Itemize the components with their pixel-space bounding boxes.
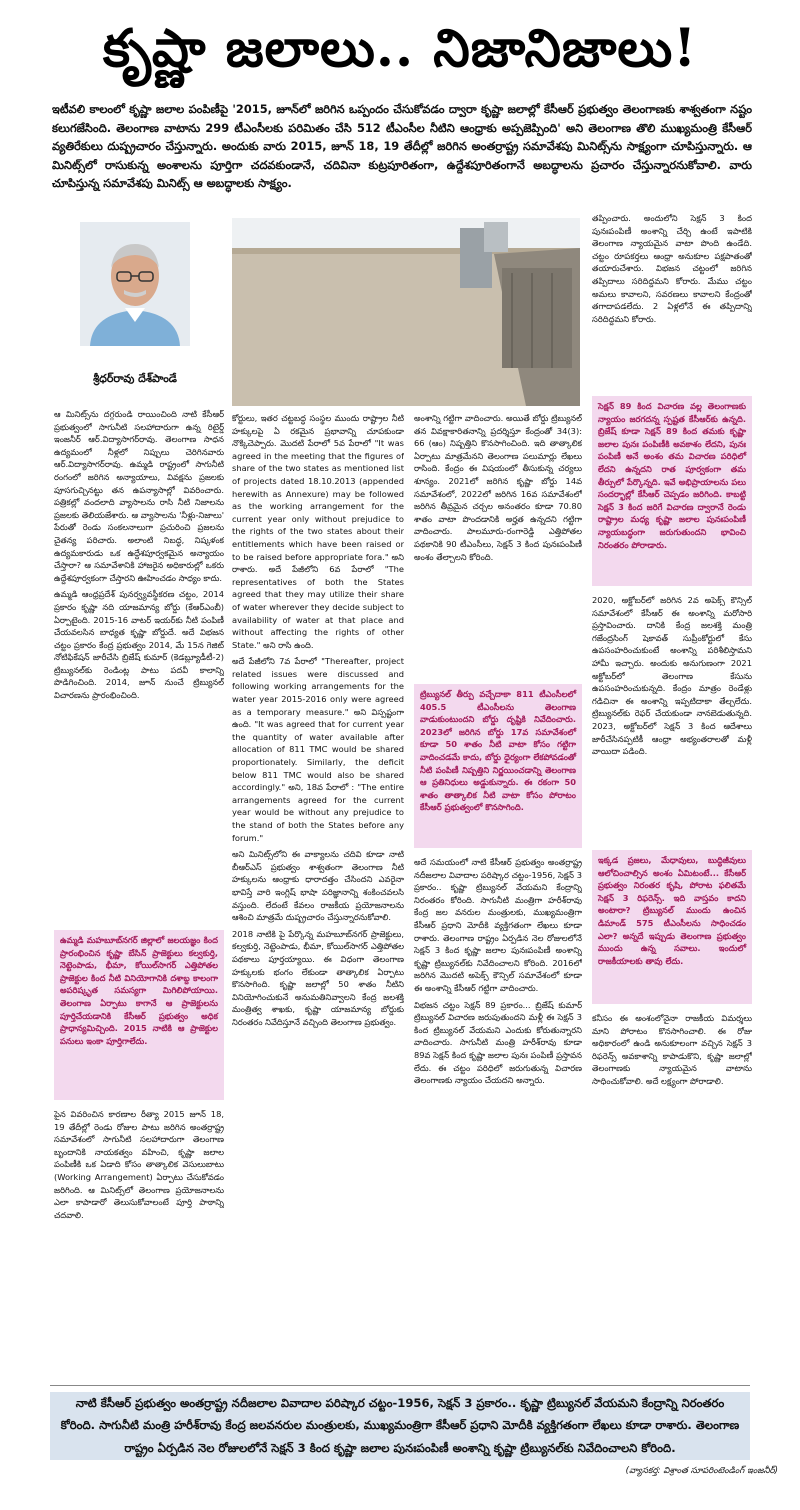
author-portrait-icon xyxy=(80,222,190,346)
column-4 xyxy=(592,212,752,390)
author-name: శ్రీధర్‌రావు దేశ్‌పాండే xyxy=(93,372,177,385)
col3-paragraph-1: అంశాన్ని గట్టిగా వాదించారు. అయితే బోర్డు ట్రిబ్యునల్ తన వివక్షాకారితనాన్ని ప్రదర్శిస్తూ కేంద్రంతో 34(3): 66 (ఆం) నిష్పత్తిని కొనసాగించింది. ఇది తాత్కాలిక ఏర్పాటు మాత్రమేనని తెలంగాణ పలుమార్లు లేఖలు రాసింది. కేంద్రం ఈ విషయంలో తీసుకున్న చర్యలు శూన్యం. 2021లో జరిగిన కృష్ణా బోర్డు 14వ సమావేశంలో, 2022లో జరిగిన 16వ సమావేశంలో జరిగిన తీవ్రమైన చర్చల అనంతరం కూడా 70.80 శాతం వాటా పొందడానికి అర్హత ఉన్నదని గట్టిగా వాదించారు. పాలమూరు-రంగారెడ్డి ఎత్తిపోతల పథకానికి 90 టీఎంసీలు, సెక్షన్ 3 కింద పునఃపంపిణీ అంశం తేల్చాలని కోరింది. xyxy=(414,413,582,562)
col1-paragraph-2: ఉమ్మడి ఆంధ్రప్రదేశ్ పునర్వ్యవస్థీకరణ చట్టం, 2014 ప్రకారం కృష్ణా నది యాజమాన్య బోర్డు (కేఆర్ఎంబీ) ఏర్పాటైంది. 2015-16 వాటర్ ఇయర్‌కు నీటి పంపిణీ చేయవలసిన బాధ్యత కృష్ణా బోర్డుదే. అదే విభజన చట్టం ప్రకారం కేంద్ర ప్రభుత్వం 2014, మే 15న గెజిట్ నోటిఫికేషన్ జారీచేసి బ్రిజేష్ కుమార్ (కెడబ్ల్యూడీటీ-2) ట్రిబ్యునల్‌కు రెండింట్ల పాటు పదవీ కాలాన్ని పొడిగించింది. 2014, జూన్ నుంచే ట్రిబ్యునల్ విచారణను ప్రారంభించింది. xyxy=(54,589,224,701)
col3-paragraph-2: అదే సమయంలో నాటి కేసీఆర్ ప్రభుత్వం అంతర్రాష్ట్ర నదీజలాల వివాదాల పరిష్కార చట్టం-1956, సెక్షన్ 3 ప్రకారం.. కృష్ణా ట్రిబ్యునల్ వేయమని కేంద్రాన్ని నిరంతరం కోరింది. సాగునీటి మంత్రిగా హరీశ్‌రావు కేంద్ర జల వనరుల మంత్రులకు, ముఖ్యమంత్రిగా కేసీఆర్ ప్రధాని మోదీకి వ్యక్తిగతంగా లేఖలు కూడా రాశారు. తెలంగాణ రాష్ట్రం ఏర్పడిన నెల రోజులలోనే సెక్షన్ 3 కింద కృష్ణా జలాల పునఃపంపిణీ అంశాన్ని కృష్ణా ట్రిబ్యునల్‌కు నివేదించాలని కోరింది. 2016లో జరిగిన మొదటి అపెక్స్ కౌన్సిల్ సమావేశంలో కూడా ఈ అంశాన్ని కేసీఆర్ గట్టిగా వాదించారు. xyxy=(414,857,582,993)
footer-divider xyxy=(50,1385,750,1386)
col1-highlight-box xyxy=(54,930,224,1100)
column-3 xyxy=(414,412,582,680)
col2-paragraph-3: అని మినిట్స్‌లోని ఈ వాక్యాలను చదివి కూడా నాటి బీఆర్ఎస్ ప్రభుత్వం శాశ్వతంగా తెలంగాణ నీటి హక్కులను ఆంధ్రాకు ధారాదత్తం చేసిందని ఎవరైనా భావిస్తే వారి ఇంగ్లిష్ భాషా పరిజ్ఞానాన్ని శంకించవలసి వస్తుంది. లేదంటే కేవలం రాజకీయ ప్రయోజనాలను ఆశించి మాత్రమే దుష్ప్రచారం చేస్తున్నారనుకోవాలి. xyxy=(232,849,404,923)
col4-highlight-text-2: ఇక్కడ ప్రజలు, మేధావులు, బుద్ధిజీవులు ఆలోచించాల్సిన అంశం ఏమిటంటే... కేసీఆర్ ప్రభుత్వం నిరంతర కృషి, పోరాట ఫలితమే సెక్షన్ 3 రిఫరెన్స్. ఇది వాస్తవం కాదని అంటారా? ట్రిబ్యునల్ ముందు ఉంచిన డిమాండ్ 575 టీఎంసీలను సాధించడం ఎలా? అన్నదే ఇప్పుడు తెలంగాణ ప్రభుత్వం ముందు ఉన్న సవాలు. ఇందులో రాజకీయాలకు తావు లేదు. xyxy=(598,855,746,966)
column-4-middle xyxy=(592,594,752,844)
col2-paragraph-4: 2018 నాటికి పై పేర్కొన్న మహబూబ్‌నగర్ ప్రాజెక్టులు, కల్వకుర్తి, నెట్టెంపాడు, భీమా, కోయిల్‌సాగర్ ఎత్తిపోతల పథకాలు పూర్తయ్యాయి. ఈ విధంగా తెలంగాణ హక్కులకు భంగం లేకుండా తాత్కాలిక ఏర్పాటు కొనసాగింది. కృష్ణా జలాల్లో 50 శాతం నీటిని వినియోగించుకునే అనుమతినివ్వాలని కేంద్ర జలశక్తి మంత్రిత్వ శాఖకు, కృష్ణా యాజమాన్య బోర్డుకు నిరంతరం నివేదిస్తూనే వచ్చింది తెలంగాణ ప్రభుత్వం. xyxy=(232,928,404,1027)
col4-paragraph-2: 2020, అక్టోబర్‌లో జరిగిన 2వ అపెక్స్ కౌన్సిల్ సమావేశంలో కేసీఆర్ ఈ అంశాన్ని మరోసారి ప్రస్తావించారు. దానికి కేంద్ర జలశక్తి మంత్రి గజేంద్రసింగ్ షెకావత్ సుప్రీంకోర్టులో కేసు ఉపసంహరించుకుంటే అంశాన్ని పరిశీలిస్తామని హామీ ఇచ్చారు. అందుకు అనుగుణంగా 2021 అక్టోబర్‌లో తెలంగాణ కేసును ఉపసంహరించుకున్నది. కేంద్రం మాత్రం రెండేళ్లు గడిచినా ఈ అంశాన్ని ఇప్పటిదాకా తేల్చలేదు. ట్రిబ్యునల్‌కు రెఫర్ చేయకుండా నానబెడుతున్నది. 2023, అక్టోబర్‌లో సెక్షన్ 3 కింద ఆదేశాలు జారీచేసినప్పటికీ ఆంధ్రా అభ్యంతరాలతో మళ్లీ వాయిదా పడింది. xyxy=(592,595,752,757)
dam-photo xyxy=(232,218,580,406)
col1-paragraph-1: ఆ మినిట్స్‌ను దగ్గరుండి రాయించింది నాటి కేసీఆర్ ప్రభుత్వంలో సాగునీటి సలహాదారుగా ఉన్న రిటైర్డ్ ఇంజనీర్ ఆర్.విద్యాసాగర్‌రావు. తెలంగాణ సాధన ఉద్యమంలో నీళ్లలో నిప్పులు చెరిగినవారు ఆర్.విద్యాసాగర్‌రావు. ఉమ్మడి రాష్ట్రంలో సాగునీటి రంగంలో జరిగిన అన్యాయాలు, వివక్షను ప్రజలకు పూసగుచ్చినట్టు తన ఉపన్యాసాల్లో వివరించారు. పత్రికల్లో వందలాది వ్యాసాలను రాసి నీటి నిజాలను ప్రజలకు తెలియజేశారు. ఆ వ్యాసాలను 'నీళ్లు-నిజాలు' పేరుతో రెండు సంకలనాలుగా ప్రచురించి ప్రజలను చైతన్య పరిచారు. అలాంటి నిబద్ధ, నిష్కళంక ఉద్యమకారుడు ఒక ఉద్దేశపూర్వకమైన అన్యాయం చేస్తారా? ఆ సమావేశానికి హాజరైన అధికారుల్లో ఒకరు ఉద్దేశపూర్వకంగా చేస్తారని ఊహించడం సాధ్యం కాదు. xyxy=(54,409,224,583)
col4-paragraph-3: కనీసం ఈ అంశంలోనైనా రాజకీయ విమర్శలు మాని పోరాటం కొనసాగించాలి. ఈ రోజు అధికారంలో ఉండి అనుకూలంగా వచ్చిన సెక్షన్ 3 రిఫరెన్స్ అవకాశాన్ని కాపాడుకొని, కృష్ణా జలాల్లో తెలంగాణకు న్యాయమైన వాటాను సాధించుకోవాలి. అదే లక్ష్యంగా పోరాడాలి. xyxy=(592,1013,752,1086)
col1-paragraph-3: పైన వివరించిన కారణాల రీత్యా 2015 జూన్ 18, 19 తేదీల్లో రెండు రోజుల పాటు జరిగిన అంతర్రాష్ట్ర సమావేశంలో సాగునీటి సలహాదారుగా తెలంగాణ బృందానికి నాయకత్వం వహించి, కృష్ణా జలాల పంపిణీకి ఒక ఏడాది కోసం తాత్కాలిక వెసులుబాటు (Working Arrangement) ఏర్పాటు చేసుకోవడం జరిగింది. ఆ మినిట్స్‌లో తెలంగాణ ప్రయోజనాలను ఎలా కాపాడారో తెలుసుకోవాలంటే పూర్తి పాఠాన్ని చదవాలి. xyxy=(54,1109,224,1220)
col4-highlight-text-1: సెక్షన్ 89 కింద విచారణ వల్ల తెలంగాణకు న్యాయం జరగదన్న స్పష్టత కేసీఆర్‌కు ఉన్నది. బ్రిజేష్ కూడా సెక్షన్ 89 కింద తమకు కృష్ణా జలాల పునః పంపిణీకి అవకాశం లేదని, పునః పంపిణీ అనే అంశం తమ విచారణ పరిధిలో లేదని ఉన్నదని రాత పూర్వకంగా తమ తీర్పులో పేర్కొన్నది. ఇవే అభిప్రాయాలను పలు సందర్భాల్లో కేసీఆర్ చెప్పడం జరిగింది. కాబట్టి సెక్షన్ 3 కింద జరిగే విచారణ ద్వారానే రెండు రాష్ట్రాల మధ్య కృష్ణా జలాల పునఃపంపిణీ న్యాయబద్ధంగా జరుగుతుందని భావించి నిరంతరం పోరాడారు. xyxy=(598,401,746,550)
headline: కృష్ణా జలాలు.. నిజానిజాలు! xyxy=(102,18,698,79)
author-credit: (వ్యాసకర్త: విశ్రాంత సూపరింటెండింగ్ ఇంజనీర్) xyxy=(625,1466,778,1476)
col4-paragraph-1: తప్పించారు. అందులోని సెక్షన్ 3 కింద పునఃపంపిణీ అంశాన్ని చేర్చి ఉంటే ఇపాటికి తెలంగాణ న్యాయమైన వాటా పొంది ఉండేది. చట్టం రూపకర్తలు ఆంధ్రా అనుకూల పక్షపాతంతో తయారుచేశారు. విభజన చట్టంలో జరిగిన తప్పిదాలు సరిదిద్దమని కోరారు. మేము చట్టం అమలు కావాలని, సవరణలు కావాలని కేంద్రంతో తగాదాపడలేదు. 2 ఏళ్లలోనే ఈ తప్పిదాన్ని సరిదిద్దమని కోరారు. xyxy=(592,213,752,324)
col3-highlight-text: ట్రిబ్యునల్ తీర్పు వచ్చేదాకా 811 టీఎంసీలలో 405.5 టీఎంసీలను తెలంగాణ వాడుకుంటుందని బోర్డు దృష్టికి నివేదించారు. 2023లో జరిగిన బోర్డు 17వ సమావేశంలో కూడా 50 శాతం నీటి వాటా కోసం గట్టిగా వాదించడమే కాదు, బోర్డు ధైర్యంగా లేకపోవడంతో నీటి పంపిణీ నిష్పత్తిని నిర్ణయించడాన్ని తెలంగాణ ఆ ప్రతినిధులు అడ్డుకున్నారు. ఈ రకంగా 50 శాతం తాత్కాలిక నీటి వాటా కోసం పోరాటం కేసీఆర్ ప్రభుత్వంలో కొనసాగింది. xyxy=(420,689,576,813)
col4-highlight-box-1 xyxy=(592,396,752,586)
footer-quote-text: నాటి కేసీఆర్ ప్రభుత్వం అంతర్రాష్ట్ర నదీజలాల వివాదాల పరిష్కార చట్టం-1956, సెక్షన్ 3 ప్రకారం.. కృష్ణా ట్రిబ్యునల్ వేయమని కేంద్రాన్ని నిరంతరం కోరింది. సాగునీటి మంత్రి హరీశ్‌రావు కేంద్ర జలవనరుల మంత్రులకు, ముఖ్యమంత్రిగా కేసీఆర్ ప్రధాని మోదీకి వ్యక్తిగతంగా లేఖలు కూడా రాశారు. తెలంగాణ రాష్ట్రం ఏర్పడిన నెల రోజులలోనే సెక్షన్ 3 కింద కృష్ణా జలాల పునఃపంపిణీ అంశాన్ని కృష్ణా ట్రిబ్యునల్‌కు నివేదించాలని కోరింది. xyxy=(60,1396,740,1455)
column-4-bottom xyxy=(592,1012,752,1378)
col1-highlight-text: ఉమ్మడి మహబూబ్‌నగర్ జిల్లాలో జలయజ్ఞం కింద ప్రారంభించిన కృష్ణా బేసిన్ ప్రాజెక్టులు కల్వకుర్తి, నెట్టెంపాడు, భీమా, కోయిల్‌సాగర్ ఎత్తిపోతల ప్రాజెక్టుల కింద నీటి వినియోగానికి దశాబ్ద కాలంగా అపరిష్కృత సమస్యగా మిగిలిపోయాయి. తెలంగాణ ఏర్పాటు కాగానే ఆ ప్రాజెక్టులను పూర్తిచేయడానికి కేసీఆర్ ప్రభుత్వం అధిక ప్రాధాన్యమిచ్చింది. 2015 నాటికి ఆ ప్రాజెక్టుల పనులు ఇంకా పూర్తిగాలేదు. xyxy=(60,935,218,1046)
col3-paragraph-3: విభజన చట్టం సెక్షన్ 89 ప్రకారం... బ్రిజేష్ కుమార్ ట్రిబ్యునల్ విచారణ జరుపుతుందని మళ్లీ ఈ సెక్షన్ 3 కింద ట్రిబ్యునల్ వేయమని ఎందుకు కోరుతున్నారని వాదించారు. సాగునీటి మంత్రి హరీశ్‌రావు కూడా 89వ సెక్షన్ కింద కృష్ణా జలాల పునః పంపిణీ ప్రస్తావన లేదు. ఈ చట్టం పరిధిలో జరుగుతున్న విచారణ తెలంగాణకు న్యాయం చేయదని అన్నారు. xyxy=(414,999,582,1086)
col2-paragraph-1: కోర్టులు, ఇతర చట్టబద్ధ సంస్థల ముందు రాష్ట్రాల నీటి హక్కులపై ఏ రకమైన ప్రభావాన్ని చూపకుండా నొక్కిచెప్పారు. మొదటి పేరాలో 5వ పేరాలో "It was agreed in the meeting that the figures of share of the two states as mentioned list of projects dated 18.10.2013 (appended herewith as Annexure) may be followed as the working arrangement for the current year only without prejudice to the rights of the two states about their entitlements which have been raised or to be raised before appropriate fora." అని రాశారు. అదే పేజీలోని 6వ పేరాలో "The representatives of both the States agreed that they may utilize their share of water wherever they decide subject to availability of water at that place and without affecting the rights of other State." అని రాసి ఉంది. xyxy=(232,413,404,650)
col3-highlight-box xyxy=(414,684,582,848)
column-1 xyxy=(54,408,224,928)
column-3-bottom xyxy=(414,856,582,1378)
dam-image-icon xyxy=(232,218,580,406)
column-2 xyxy=(232,412,404,1378)
intro-paragraph: ఇటీవలి కాలంలో కృష్ణా జలాల పంపిణీపై '2015, జూన్‌లో జరిగిన ఒప్పందం చేసుకోవడం ద్వారా కృష్ణా జలాల్లో కేసీఆర్ ప్రభుత్వం తెలంగాణకు శాశ్వతంగా నష్టం కలుగజేసింది. తెలంగాణ వాటాను 299 టీఎంసీలకు పరిమితం చేసి 512 టీఎంసీల నీటిని ఆంధ్రాకు అప్పజెప్పింది' అని తెలంగాణ తొలి ముఖ్యమంత్రి కేసీఆర్ వ్యతిరేకులు దుష్ప్రచారం చేస్తున్నారు. అందుకు వారు 2015, జూన్ 18, 19 తేదీల్లో జరిగిన అంతర్రాష్ట్ర సమావేశపు మినిట్స్‌ను సాక్ష్యంగా చూపిస్తున్నారు. ఆ మినిట్స్‌లో రాసుకున్న అంశాలను పూర్తిగా చదవకుండానే, చదివినా కుట్రపూరితంగా, ఉద్దేశపూరితంగానే అబద్ధాలను ప్రచారం చేస్తున్నారనుకోవాలి. వారు చూపిస్తున్న సమావేశపు మినిట్స్ ఆ అబద్ధాలకు సాక్ష్యం. xyxy=(52,102,752,191)
author-photo xyxy=(80,222,190,346)
column-1-bottom xyxy=(54,1108,224,1378)
col2-paragraph-2: అదే పేజీలోని 7వ పేరాలో "Thereafter, project related issues were discussed and following working arrangements for the water year 2015-2016 only were agreed as a temporary measure." అని విస్పష్టంగా ఉంది. "It was agreed that for current year the quantity of water available after allocation of 811 TMC would be shared proportionately. Similarly, the deficit below 811 TMC would also be shared accordingly." అని, 18వ పేరాలో : "The entire arrangements agreed for the current year would be without any prejudice to the stand of both the States before any forum." xyxy=(232,656,404,843)
col4-highlight-box-2 xyxy=(592,850,752,1004)
footer-pull-quote xyxy=(50,1392,750,1460)
